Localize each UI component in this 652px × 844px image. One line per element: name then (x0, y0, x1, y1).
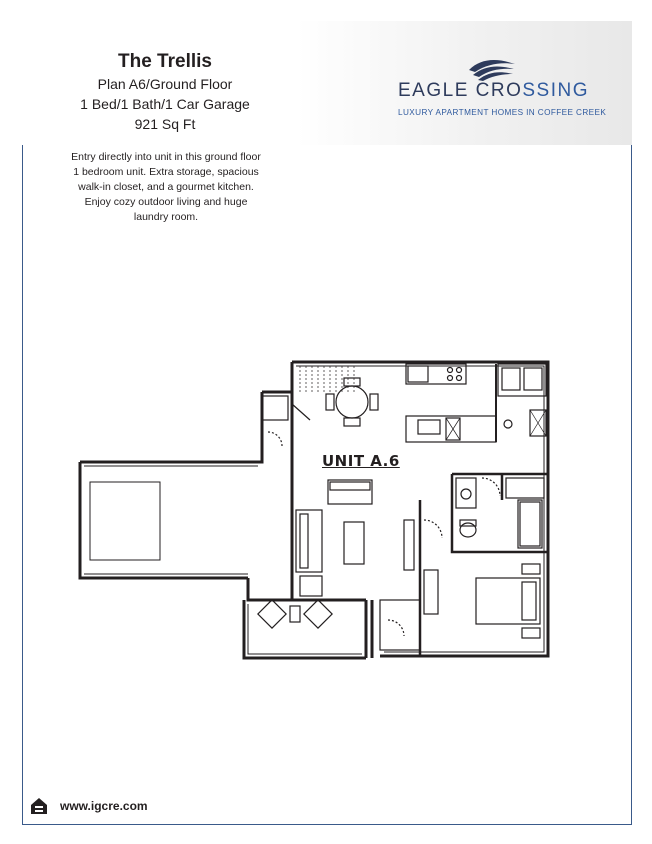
entry-closet (262, 396, 310, 446)
plan-size: 921 Sq Ft (134, 116, 196, 132)
patio (258, 600, 332, 628)
plan-title-block (60, 50, 270, 134)
eagle-swoosh-icon (467, 56, 517, 82)
interior-walls (420, 474, 548, 656)
logo-tagline: LUXURY APARTMENT HOMES IN COFFEE CREEK (398, 108, 607, 117)
kitchen (406, 364, 496, 442)
plan-floor: Plan A6/Ground Floor (97, 76, 233, 92)
floor-plan-drawing (76, 356, 556, 666)
living-room (296, 480, 414, 596)
laundry (498, 364, 546, 436)
unit-label: UNIT A.6 (322, 452, 400, 470)
plan-name: The Trellis (118, 51, 212, 72)
description-line: Entry directly into unit in this ground floor (71, 151, 261, 163)
description-line: 1 bedroom unit. Extra storage, spacious (73, 166, 259, 178)
description-line: Enjoy cozy outdoor living and huge (84, 196, 248, 208)
equal-housing-opportunity-icon (30, 797, 48, 815)
walk-in-closet (380, 600, 420, 650)
logo-wordmark (398, 80, 589, 102)
description-line: laundry room. (133, 211, 199, 223)
footer-url[interactable]: www.igcre.com (60, 799, 148, 813)
plan-rooms: 1 Bed/1 Bath/1 Car Garage (80, 96, 250, 112)
garage (80, 452, 262, 578)
plan-description (66, 150, 266, 225)
dining-table (326, 378, 378, 426)
description-line: walk-in closet, and a gourmet kitchen. (78, 181, 254, 193)
logo-wordmark-part1: EAGLE CRO (398, 80, 523, 101)
stairs (300, 366, 354, 392)
bathroom (424, 478, 544, 548)
logo-wordmark-part2: SSING (522, 80, 589, 101)
bedroom (424, 564, 540, 638)
